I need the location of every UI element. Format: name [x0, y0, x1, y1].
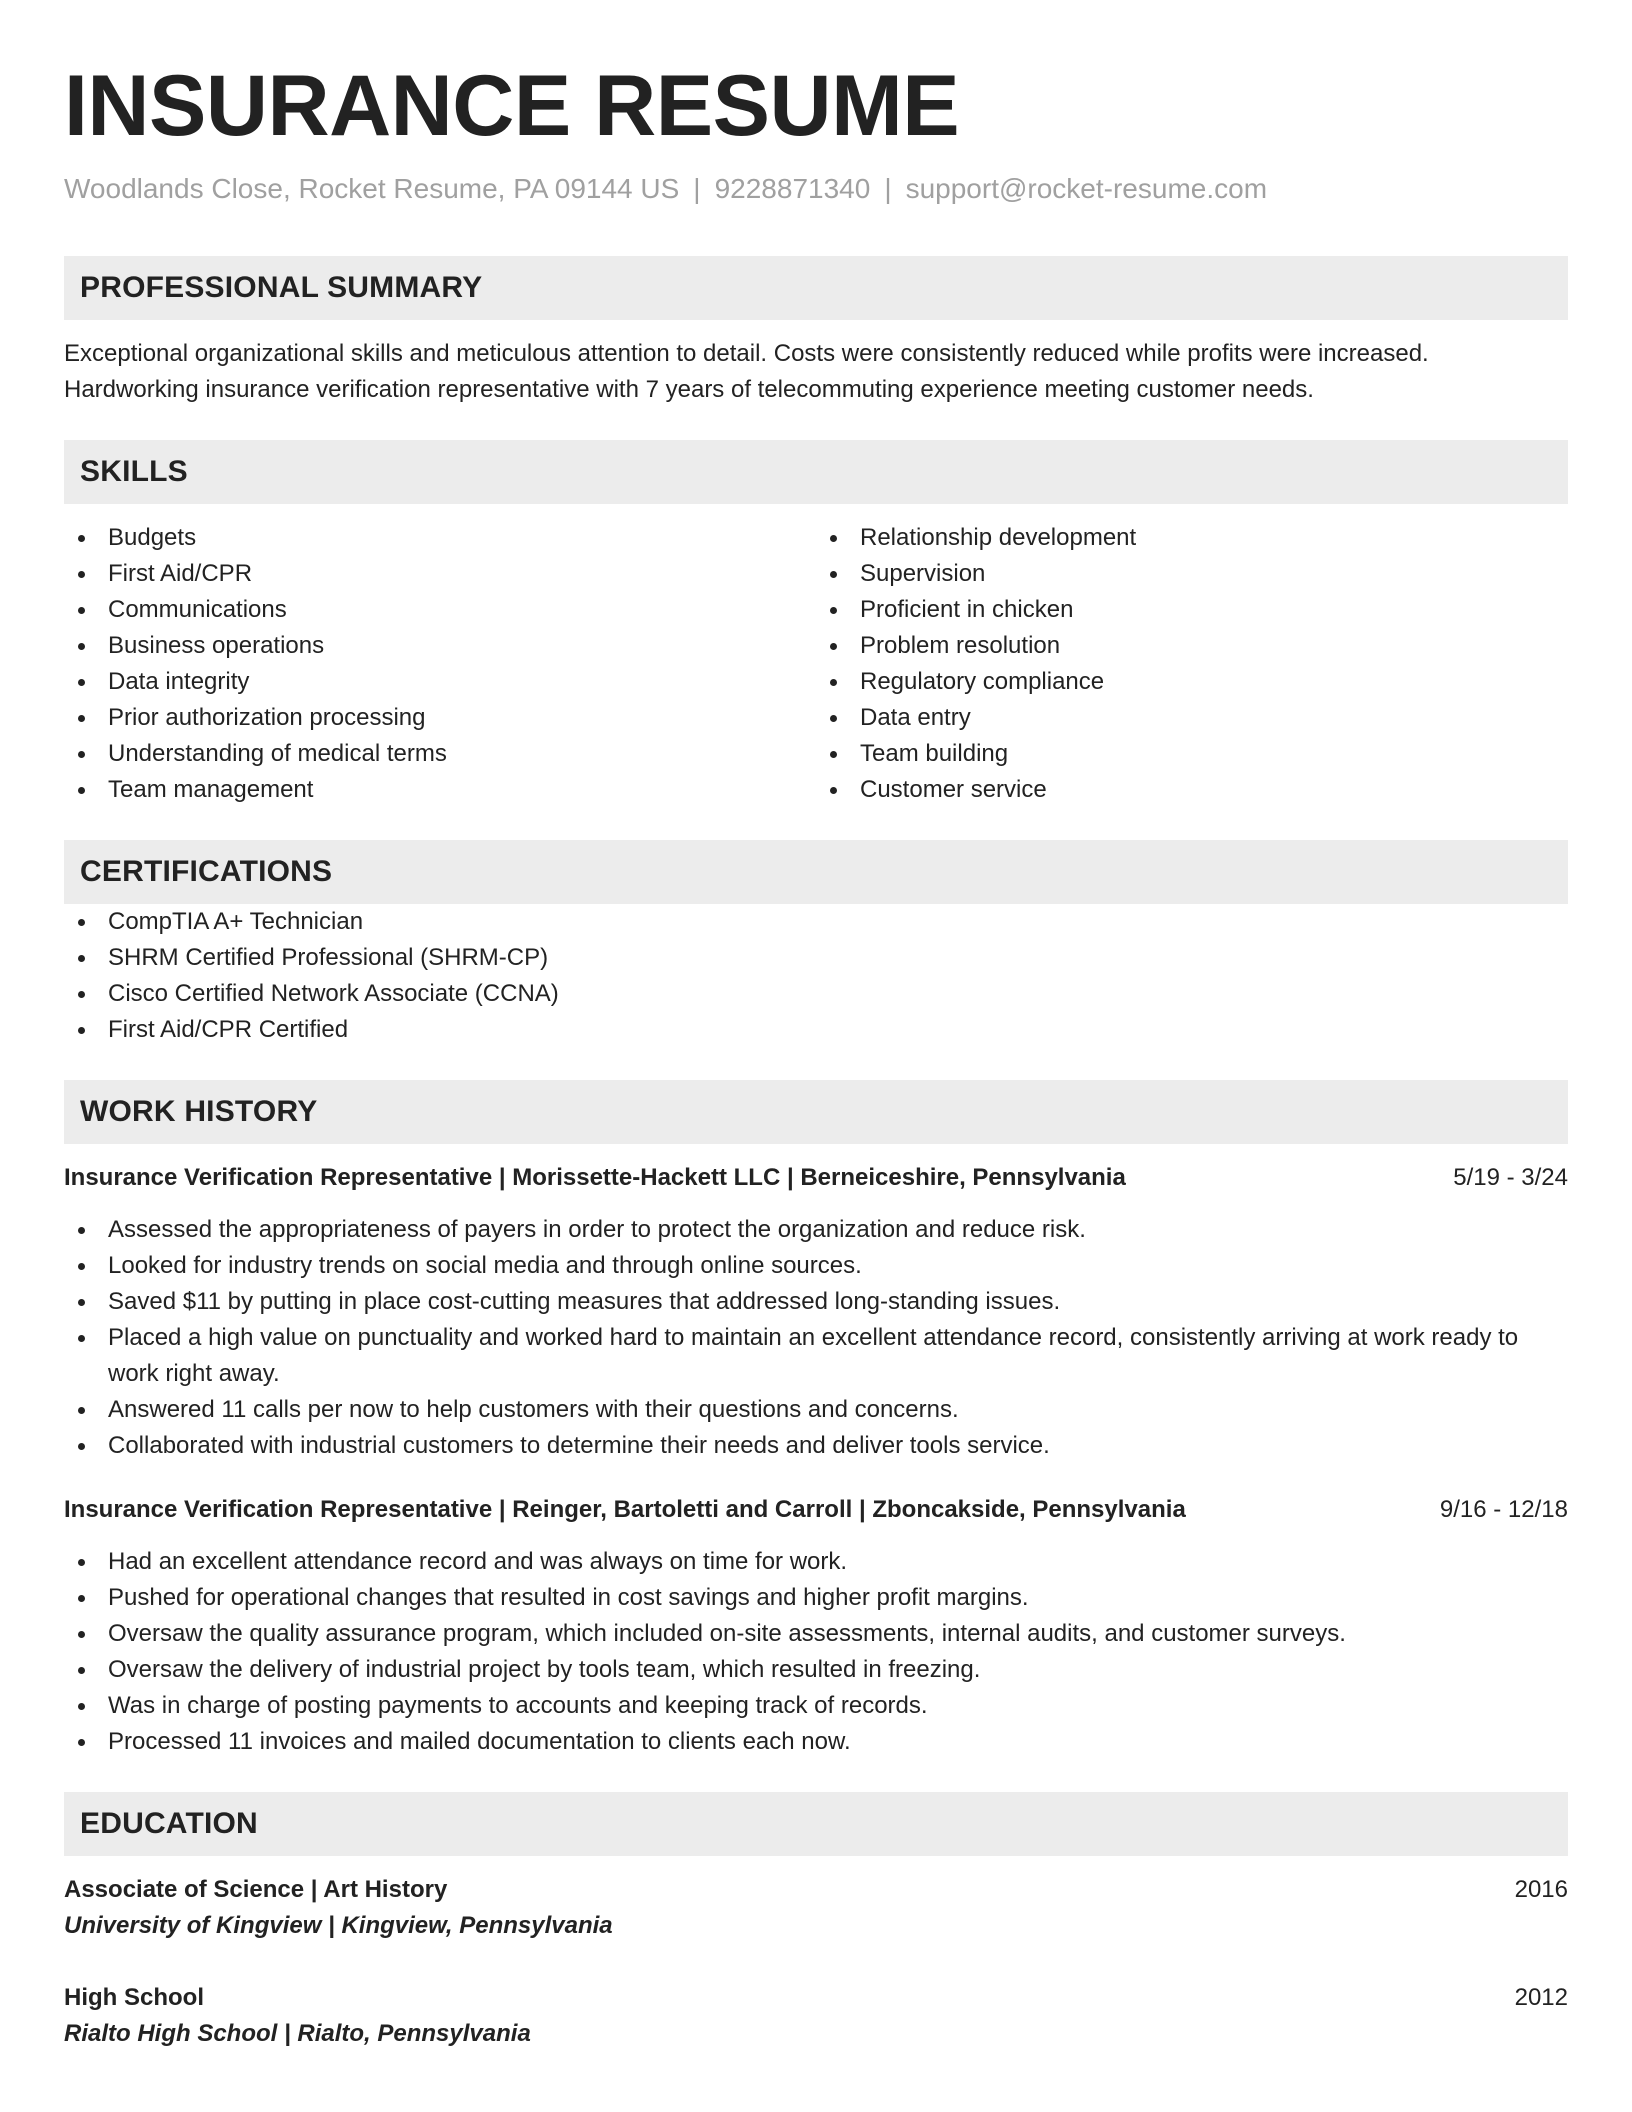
skill-item: Business operations	[64, 628, 816, 664]
job-bullet: Saved $11 by putting in place cost-cutting measures that addressed long-standing issues.	[64, 1284, 1568, 1320]
education-year: 2016	[1514, 1876, 1568, 1903]
job-bullet: Oversaw the quality assurance program, which included on-site assessments, internal audits, and customer surveys.	[64, 1616, 1568, 1652]
education-school: Rialto High School | Rialto, Pennsylvania	[64, 2020, 531, 2047]
job-bullet: Assessed the appropriateness of payers in order to protect the organization and reduce risk.	[64, 1212, 1568, 1248]
education-heading	[64, 1872, 1568, 1908]
job-bullet: Processed 11 invoices and mailed documentation to clients each now.	[64, 1724, 1568, 1760]
job-bullet: Had an excellent attendance record and was always on time for work.	[64, 1544, 1568, 1580]
summary-text: Exceptional organizational skills and meticulous attention to detail. Costs were consistently reduced while profits were increased. Hardworking insurance verification representative with 7 years of telecommuting experience meeting customer needs.	[64, 340, 1429, 403]
skill-item: Customer service	[816, 772, 1568, 808]
skill-item: Team building	[816, 736, 1568, 772]
skill-item: Data entry	[816, 700, 1568, 736]
education-entry	[64, 1980, 1568, 2052]
section-header-summary: PROFESSIONAL SUMMARY	[64, 256, 1568, 320]
skill-item: Budgets	[64, 520, 816, 556]
skill-item: Communications	[64, 592, 816, 628]
job-bullet: Placed a high value on punctuality and worked hard to maintain an excellent attendance record, consistently arriving at work ready to work right away.	[64, 1320, 1568, 1392]
education-degree: Associate of Science | Art History	[64, 1876, 448, 1903]
section-header-skills: SKILLS	[64, 440, 1568, 504]
contact-email: support@rocket-resume.com	[905, 173, 1268, 204]
education-heading	[64, 1980, 1568, 2016]
job-bullets	[64, 1212, 1568, 1464]
job-bullet: Oversaw the delivery of industrial project by tools team, which resulted in freezing.	[64, 1652, 1568, 1688]
job-bullet: Looked for industry trends on social media and through online sources.	[64, 1248, 1568, 1284]
job-bullet: Collaborated with industrial customers to determine their needs and deliver tools service.	[64, 1428, 1568, 1464]
job-heading	[64, 1492, 1568, 1528]
contact-separator: |	[884, 173, 892, 204]
education-entry	[64, 1872, 1568, 1944]
job-heading	[64, 1160, 1568, 1196]
skills-column-right	[816, 520, 1568, 808]
skills-column-left	[64, 520, 816, 808]
certification-item: SHRM Certified Professional (SHRM-CP)	[64, 940, 1568, 976]
contact-separator: |	[693, 173, 701, 204]
job-dates: 9/16 - 12/18	[1439, 1496, 1568, 1523]
skill-item: Team management	[64, 772, 816, 808]
certifications-list	[64, 904, 1568, 1048]
job-entry	[64, 1160, 1568, 1464]
section-header-education: EDUCATION	[64, 1792, 1568, 1856]
skill-item: Regulatory compliance	[816, 664, 1568, 700]
education-school: University of Kingview | Kingview, Pennsylvania	[64, 1912, 613, 1939]
skills-list	[64, 520, 1568, 808]
certification-item: CompTIA A+ Technician	[64, 904, 1568, 940]
job-bullet: Was in charge of posting payments to accounts and keeping track of records.	[64, 1688, 1568, 1724]
job-bullet: Pushed for operational changes that resulted in cost savings and higher profit margins.	[64, 1580, 1568, 1616]
job-title: Insurance Verification Representative | Morissette-Hackett LLC | Berneiceshire, Pennsylvania	[64, 1164, 1126, 1191]
contact-phone: 9228871340	[714, 173, 871, 204]
section-header-work-history: WORK HISTORY	[64, 1080, 1568, 1144]
skill-item: Proficient in chicken	[816, 592, 1568, 628]
job-title: Insurance Verification Representative | Reinger, Bartoletti and Carroll | Zboncakside, Pennsylvania	[64, 1496, 1186, 1523]
resume-name: INSURANCE RESUME	[64, 58, 960, 154]
skill-item: Supervision	[816, 556, 1568, 592]
skill-item: Data integrity	[64, 664, 816, 700]
education-degree: High School	[64, 1984, 204, 2011]
contact-line	[64, 172, 1568, 206]
skill-item: Problem resolution	[816, 628, 1568, 664]
job-bullet: Answered 11 calls per now to help customers with their questions and concerns.	[64, 1392, 1568, 1428]
job-dates: 5/19 - 3/24	[1453, 1164, 1568, 1191]
skill-item: Prior authorization processing	[64, 700, 816, 736]
skill-item: Relationship development	[816, 520, 1568, 556]
education-year: 2012	[1514, 1984, 1568, 2011]
contact-address: Woodlands Close, Rocket Resume, PA 09144 US	[64, 173, 680, 204]
certification-item: First Aid/CPR Certified	[64, 1012, 1568, 1048]
job-bullets	[64, 1544, 1568, 1760]
section-header-certifications: CERTIFICATIONS	[64, 840, 1568, 904]
certification-item: Cisco Certified Network Associate (CCNA)	[64, 976, 1568, 1012]
skill-item: First Aid/CPR	[64, 556, 816, 592]
skill-item: Understanding of medical terms	[64, 736, 816, 772]
job-entry	[64, 1492, 1568, 1760]
